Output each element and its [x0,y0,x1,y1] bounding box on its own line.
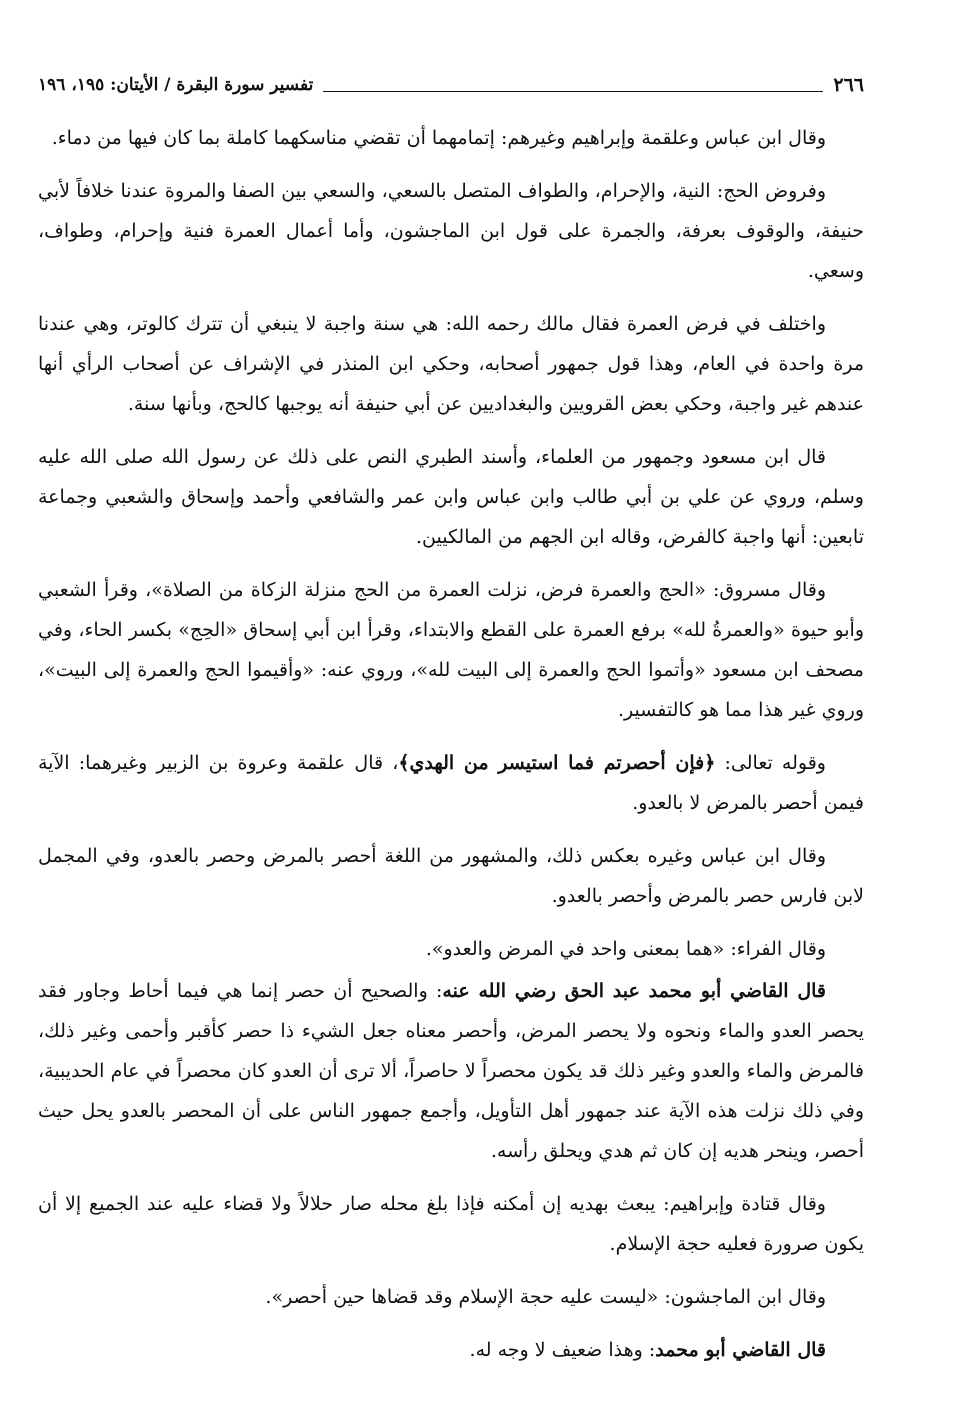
body-text [38,118,864,1383]
header-rule [323,91,823,92]
paragraph [38,570,864,730]
running-header [38,70,864,100]
paragraph-text: : والصحيح أن حصر إنما هي فيما أحاط وجاور فقد يحصر العدو والماء ونحوه ولا يحصر المرض، وأحصر معناه جعل الشيء ذا حصر كأقبر وأحمى وغير ذلك، فالمرض والماء والعدو وغير ذلك قد يكون محصراً لا حاصراً، ألا ترى أن العدو كان محصراً في عام الحديبية، وفي ذلك نزلت هذه الآية عند جمهور أهل التأويل، وأجمع جمهور الناس على أن المحصر بالعدو يحل حيث أحصر، وينحر هديه إن كان ثم هدي ويحلق رأسه. [38,980,864,1162]
paragraph [38,836,864,916]
paragraph [38,971,864,1171]
paragraph [38,171,864,291]
paragraph-text: وقال ابن الماجشون: «ليست عليه حجة الإسلام وقد قضاها حين أحصر». [265,1286,826,1308]
paragraph [38,743,864,823]
paragraph-bold-text: ﴿فإن أحصرتم فما استيسر من الهدي﴾ [398,752,716,774]
paragraph-text: وقوله تعالى: [715,752,826,774]
paragraph [38,304,864,424]
paragraph [38,437,864,557]
paragraph-text: وقال الفراء: «هما بمعنى واحد في المرض والعدو». [425,938,826,960]
paragraph-text: وقال مسروق: «الحج والعمرة فرض، نزلت العمرة من الحج منزلة الزكاة من الصلاة»، وقرأ الشعبي وأبو حيوة «والعمرةُ لله» برفع العمرة على القطع والابتداء، وقرأ ابن أبي إسحاق «الحِج» بكسر الحاء، وفي مصحف ابن مسعود «وأتموا الحج والعمرة إلى البيت لله»، وروي عنه: «وأقيموا الحج والعمرة إلى البيت»، وروي غير هذا مما هو كالتفسير. [38,579,864,721]
paragraph [38,1330,864,1370]
paragraph-text: وقال قتادة وإبراهيم: يبعث بهديه إن أمكنه فإذا بلغ محله صار حلالاً ولا قضاء عليه عند الجميع إلا أن يكون صرورة فعليه حجة الإسلام. [38,1193,864,1255]
paragraph-text: وقال ابن عباس وعلقمة وإبراهيم وغيرهم: إتمامهما أن تقضي مناسكهما كاملة بما كان فيها من دماء. [51,127,826,149]
paragraph-text: واختلف في فرض العمرة فقال مالك رحمه الله: هي سنة واجبة لا ينبغي أن تترك كالوتر، وهي عندنا مرة واحدة في العام، وهذا قول جمهور أصحابه، وحكي ابن المنذر في الإشراف عن أصحاب الرأي أنها عندهم غير واجبة، وحكي بعض القرويين والبغداديين عن أبي حنيفة أنه يوجبها كالحج، وبأنها سنة. [38,313,864,415]
paragraph [38,929,864,969]
paragraph-text: : وهذا ضعيف لا وجه له. [469,1339,656,1361]
paragraph-bold-text: قال القاضي أبو محمد عبد الحق رضي الله عنه [442,980,827,1002]
paragraph-bold-text: قال القاضي أبو محمد [655,1339,826,1361]
paragraph-text: قال ابن مسعود وجمهور من العلماء، وأسند الطبري النص على ذلك عن رسول الله صلى الله عليه وسلم، وروي عن علي بن أبي طالب وابن عباس وابن عمر والشافعي وأحمد وإسحاق والشعبي وجماعة تابعين: أنها واجبة كالفرض، وقاله ابن الجهم من المالكيين. [38,446,864,548]
running-title: تفسير سورة البقرة / الأيتان: ١٩٥، ١٩٦ [38,75,314,95]
paragraph [38,118,864,158]
page-number: ٢٦٦ [833,74,864,96]
paragraph-text: ، قال علقمة وعروة بن الزبير وغيرهما: الآية فيمن أحصر بالمرض لا بالعدو. [38,752,864,814]
paragraph [38,1184,864,1264]
paragraph [38,1277,864,1317]
paragraph-text: وفروض الحج: النية، والإحرام، والطواف المتصل بالسعي، والسعي بين الصفا والمروة عندنا خلافاً لأبي حنيفة، والوقوف بعرفة، والجمرة على قول ابن الماجشون، وأما أعمال العمرة فنية وإحرام، وطواف، وسعي. [38,180,864,282]
paragraph-text: وقال ابن عباس وغيره بعكس ذلك، والمشهور من اللغة أحصر بالمرض وحصر بالعدو، وفي المجمل لابن فارس حصر بالمرض وأحصر بالعدو. [38,845,864,907]
